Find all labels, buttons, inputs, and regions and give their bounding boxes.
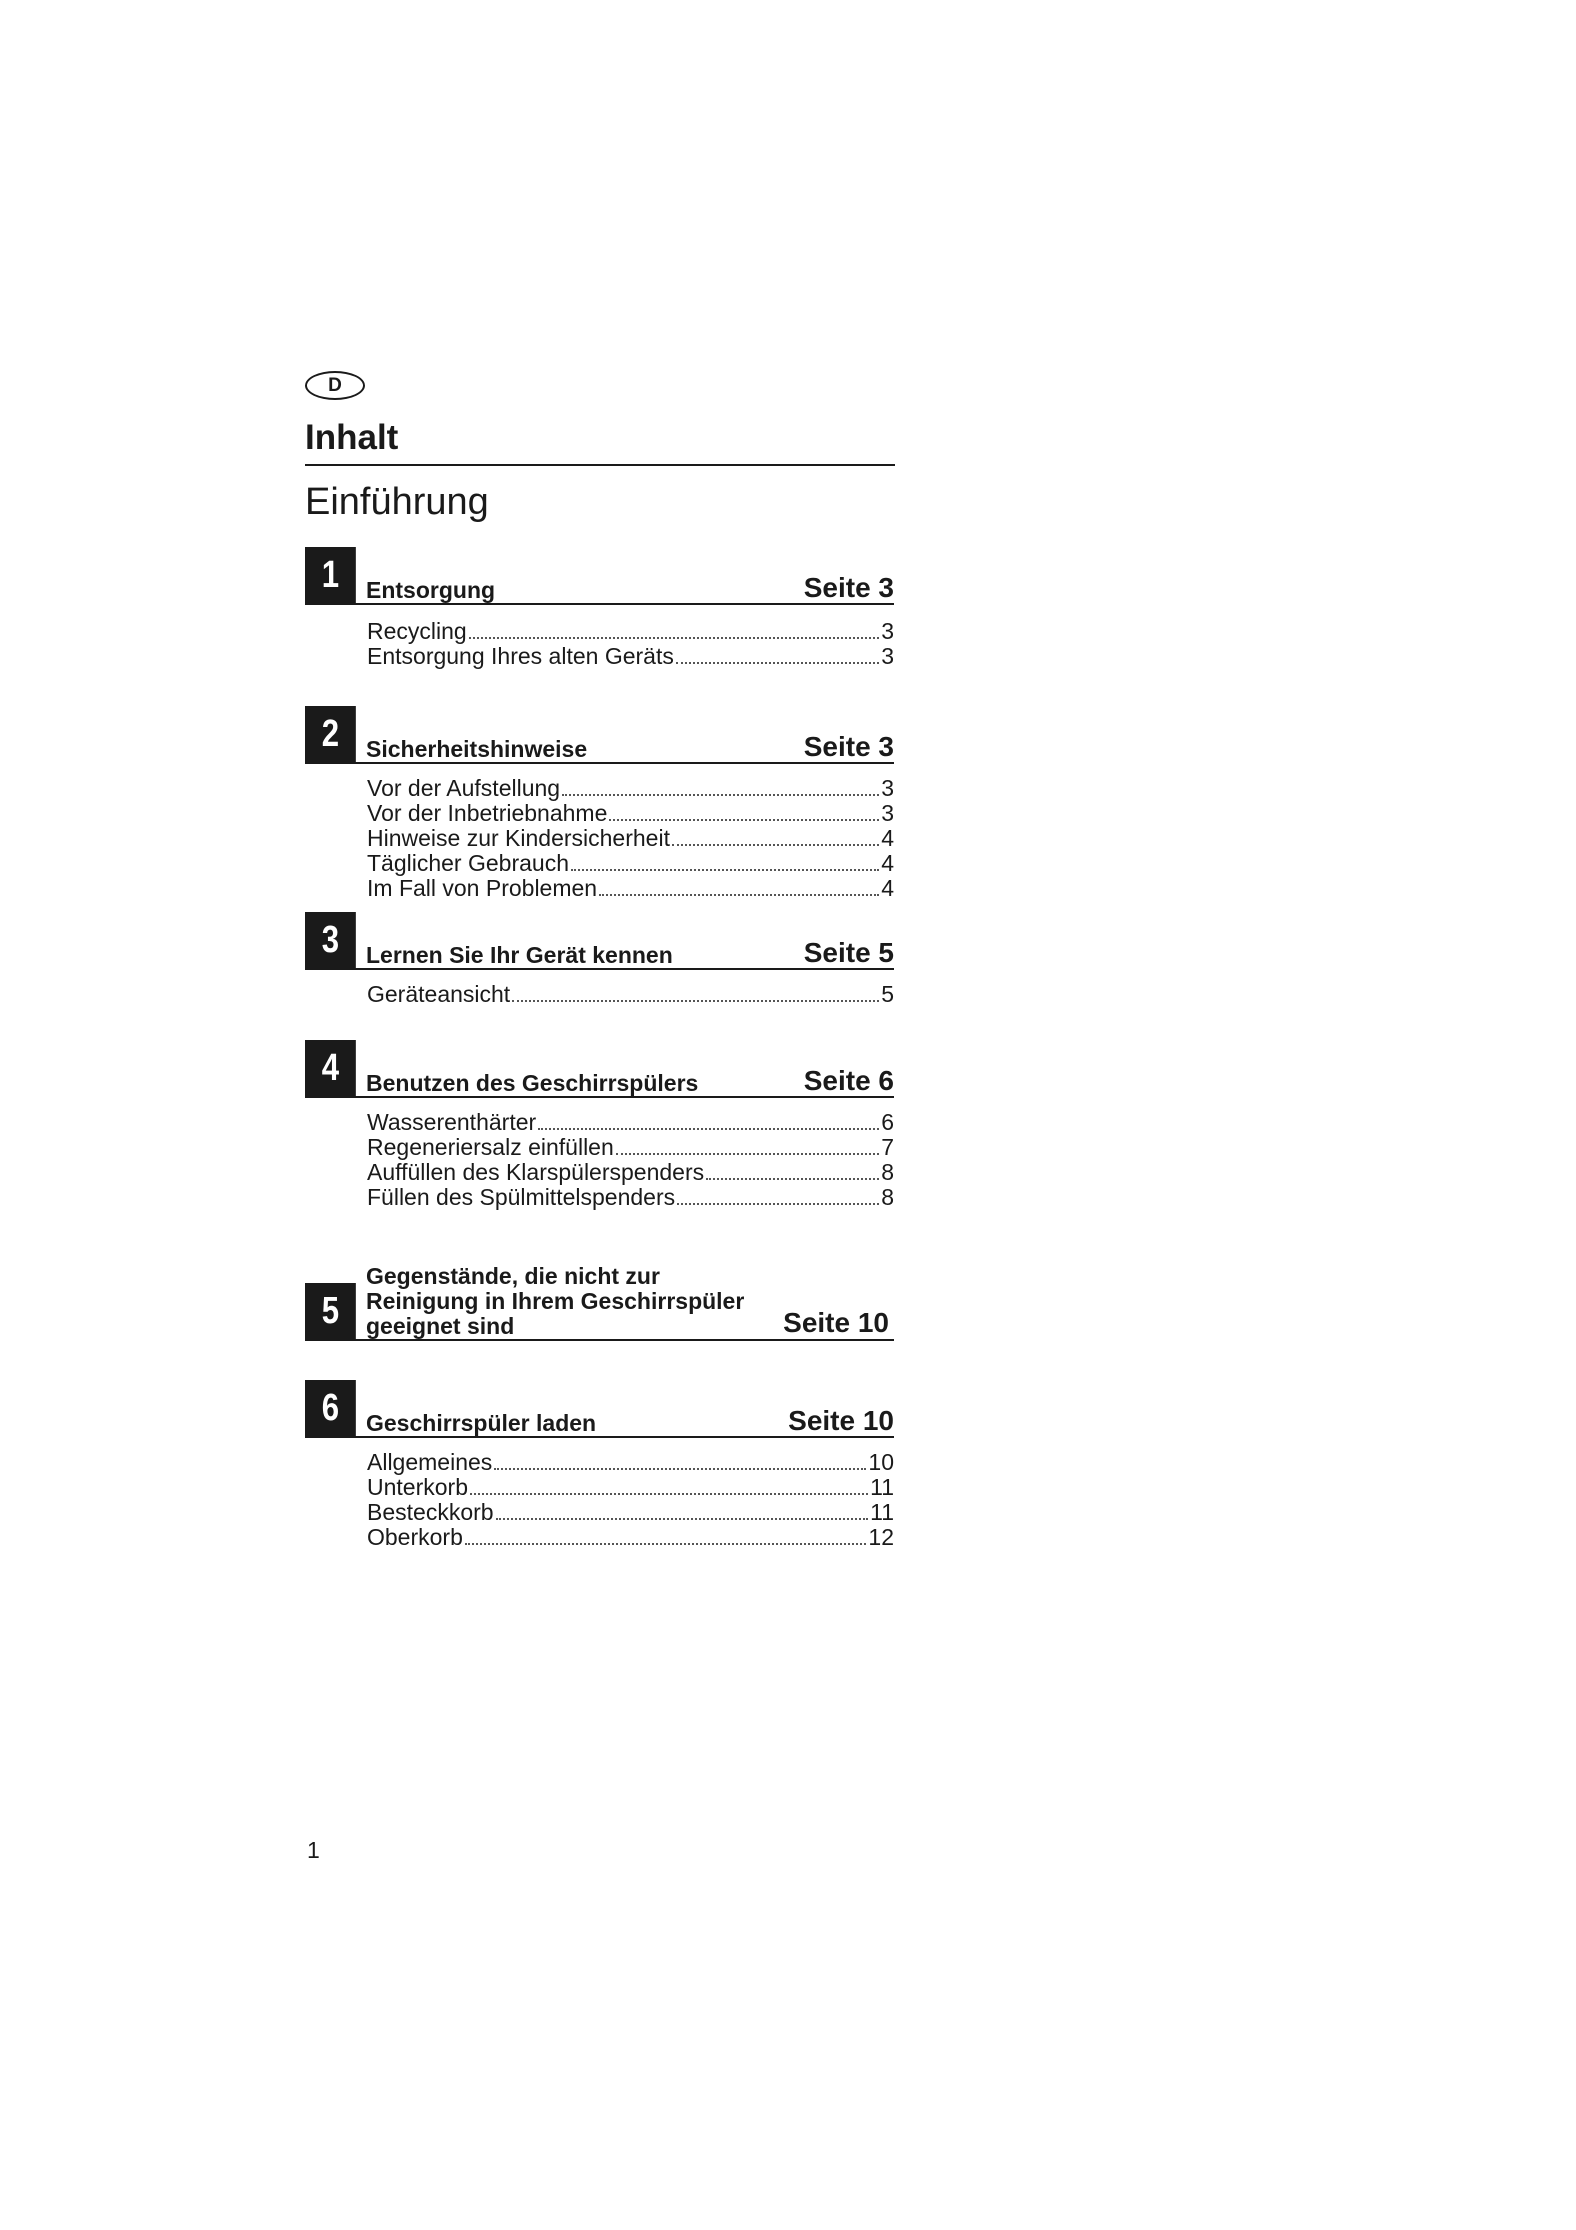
- section-header: [305, 554, 894, 605]
- entry-list: [367, 1110, 894, 1210]
- section-number-box: 2: [305, 706, 356, 762]
- toc-section-1: [305, 554, 894, 669]
- section-number-box: 1: [305, 547, 356, 603]
- entry-page: 4: [881, 850, 894, 876]
- entry-label: Hinweise zur Kindersicherheit: [367, 825, 670, 851]
- dot-leader: [470, 1492, 868, 1495]
- entry-label: Allgemeines: [367, 1449, 493, 1475]
- entry-label: Besteckkorb: [367, 1499, 494, 1525]
- section-title: Lernen Sie Ihr Gerät kennen: [366, 942, 673, 968]
- page-title: Inhalt: [305, 414, 895, 466]
- section-header: [305, 1047, 894, 1098]
- toc-entry[interactable]: [367, 776, 894, 801]
- entry-list: [367, 1450, 894, 1550]
- dot-leader: [599, 893, 879, 896]
- entry-page: 3: [881, 643, 894, 669]
- section-page: Seite 3: [803, 731, 894, 762]
- section-page: Seite 10: [783, 1307, 889, 1338]
- toc-entry[interactable]: [367, 1500, 894, 1525]
- toc-section-2: [305, 713, 894, 901]
- section-title-line: geeignet sind: [366, 1313, 515, 1339]
- intro-heading: Einführung: [305, 481, 489, 523]
- entry-label: Oberkorb: [367, 1524, 463, 1550]
- toc-entry[interactable]: [367, 1135, 894, 1160]
- entry-label: Füllen des Spülmittelspenders: [367, 1184, 676, 1210]
- entry-label: Vor der Inbetriebnahme: [367, 800, 608, 826]
- toc-entry[interactable]: [367, 801, 894, 826]
- section-title-line: Reinigung in Ihrem Geschirrspüler: [366, 1288, 745, 1314]
- toc-entry[interactable]: [367, 876, 894, 901]
- section-header: [305, 919, 894, 970]
- section-number-box: 3: [305, 912, 356, 968]
- section-header: [305, 1387, 894, 1438]
- dot-leader: [706, 1177, 879, 1180]
- toc-section-4: [305, 1047, 894, 1210]
- dot-leader: [677, 1202, 879, 1205]
- entry-page: 4: [881, 825, 894, 851]
- section-title: Benutzen des Geschirrspülers: [366, 1070, 699, 1096]
- dot-leader: [538, 1127, 879, 1130]
- dot-leader: [676, 661, 879, 664]
- toc-entry[interactable]: [367, 1110, 894, 1135]
- dot-leader: [616, 1152, 879, 1155]
- section-title: Geschirrspüler laden: [366, 1410, 597, 1436]
- entry-page: 6: [881, 1109, 894, 1135]
- entry-page: 5: [881, 981, 894, 1007]
- section-page: Seite 10: [788, 1405, 894, 1436]
- language-badge: D: [305, 371, 365, 400]
- section-header: [305, 713, 894, 764]
- dot-leader: [465, 1542, 867, 1545]
- toc-section-6: [305, 1387, 894, 1550]
- entry-label: Unterkorb: [367, 1474, 468, 1500]
- section-header: [305, 1255, 894, 1341]
- entry-page: 7: [881, 1134, 894, 1160]
- entry-page: 11: [870, 1499, 894, 1525]
- dot-leader: [672, 843, 879, 846]
- entry-page: 3: [881, 800, 894, 826]
- entry-label: Vor der Aufstellung: [367, 775, 561, 801]
- dot-leader: [494, 1467, 866, 1470]
- dot-leader: [496, 1517, 869, 1520]
- page-number: 1: [307, 1837, 320, 1863]
- entry-list: [367, 982, 894, 1007]
- toc-entry[interactable]: [367, 644, 894, 669]
- entry-label: Recycling: [367, 618, 467, 644]
- toc-section-3: [305, 919, 894, 1007]
- toc-entry[interactable]: [367, 826, 894, 851]
- entry-page: 3: [881, 618, 894, 644]
- entry-list: [367, 776, 894, 901]
- toc-entry[interactable]: [367, 1160, 894, 1185]
- entry-page: 8: [881, 1159, 894, 1185]
- section-page: Seite 3: [803, 572, 894, 603]
- toc-entry[interactable]: [367, 851, 894, 876]
- section-page: Seite 5: [803, 937, 894, 968]
- section-number-box: 4: [305, 1040, 356, 1096]
- toc-entry[interactable]: [367, 1450, 894, 1475]
- entry-label: Entsorgung Ihres alten Geräts: [367, 643, 674, 669]
- dot-leader: [512, 999, 879, 1002]
- toc-entry[interactable]: [367, 982, 894, 1007]
- entry-page: 3: [881, 775, 894, 801]
- section-number-box: 6: [305, 1380, 356, 1436]
- entry-page: 4: [881, 875, 894, 901]
- dot-leader: [609, 818, 879, 821]
- entry-list: [367, 619, 894, 669]
- entry-label: Auffüllen des Klarspülerspenders: [367, 1159, 705, 1185]
- entry-page: 8: [881, 1184, 894, 1210]
- section-title: Sicherheitshinweise: [366, 736, 588, 762]
- dot-leader: [469, 636, 879, 639]
- entry-label: Geräteansicht: [367, 981, 511, 1007]
- toc-entry[interactable]: [367, 1185, 894, 1210]
- entry-label: Regeneriersalz einfüllen: [367, 1134, 614, 1160]
- entry-label: Im Fall von Problemen: [367, 875, 598, 901]
- toc-entry[interactable]: [367, 1525, 894, 1550]
- section-title: [366, 1264, 744, 1339]
- section-title-line: Gegenstände, die nicht zur: [366, 1263, 660, 1289]
- section-page: Seite 6: [803, 1065, 894, 1096]
- entry-page: 10: [868, 1449, 894, 1475]
- entry-page: 11: [870, 1474, 894, 1500]
- toc-section-5: [305, 1255, 894, 1341]
- dot-leader: [571, 868, 879, 871]
- toc-entry[interactable]: [367, 619, 894, 644]
- entry-label: Wasserenthärter: [367, 1109, 537, 1135]
- dot-leader: [562, 793, 879, 796]
- section-number-box: 5: [305, 1283, 356, 1339]
- entry-label: Täglicher Gebrauch: [367, 850, 569, 876]
- toc-entry[interactable]: [367, 1475, 894, 1500]
- section-title: Entsorgung: [366, 577, 496, 603]
- entry-page: 12: [868, 1524, 894, 1550]
